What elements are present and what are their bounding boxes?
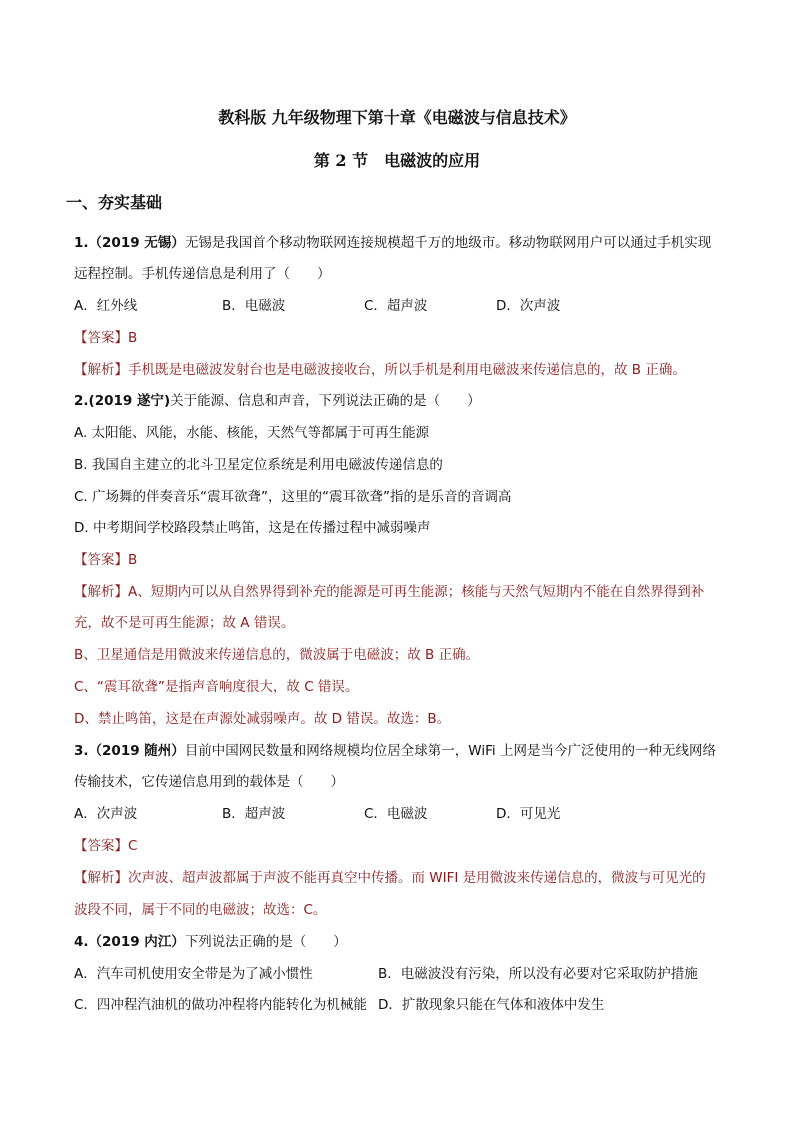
q2-analysis-line4: C、“震耳欲聋”是指声音响度很大，故 C 错误。 <box>74 679 359 695</box>
q4-stem <box>74 930 734 950</box>
q4-stem-text: 下列说法正确的是（ ） <box>184 934 347 950</box>
q3-stem-text1: 目前中国网民数量和网络规模均位居全球第一，WiFi 上网是当今广泛使用的一种无线网络 <box>184 743 716 759</box>
section-subtitle: 第 2 节 电磁波的应用 <box>313 151 481 170</box>
q2-analysis-line3: B、卫星通信是用微波来传递信息的，微波属于电磁波；故 B 正确。 <box>74 647 480 663</box>
q1-option-c: C．超声波 <box>364 298 428 314</box>
document-title: 教科版 九年级物理下第十章《电磁波与信息技术》 <box>218 108 576 127</box>
q4-option-b: B．电磁波没有污染，所以没有必要对它采取防护措施 <box>378 966 698 982</box>
q2-analysis-label: 【解析】 <box>74 584 128 600</box>
q3-number: 3 <box>74 743 84 759</box>
q2-answer-value: B <box>128 552 138 568</box>
q2-source-tag: .(2019 遂宁) <box>83 393 171 409</box>
q1-option-b: B．电磁波 <box>222 298 286 314</box>
q1-answer <box>74 326 734 346</box>
q2-number: 2 <box>74 393 84 409</box>
q1-option-a: A．红外线 <box>74 298 138 314</box>
q3-option-c: C．电磁波 <box>364 806 428 822</box>
q2-analysis-line2: 充，故不是可再生能源；故 A 错误。 <box>74 615 295 631</box>
q2-option-a: A. 太阳能、风能，水能、核能，天然气等都属于可再生能源 <box>74 425 430 441</box>
q2-stem-text: 关于能源、信息和声音，下列说法正确的是（ ） <box>170 393 481 409</box>
q4-number: 4 <box>74 934 84 950</box>
q4-option-c: C．四冲程汽油机的做功冲程将内能转化为机械能 <box>74 997 367 1013</box>
q1-stem-line1 <box>74 231 734 251</box>
q3-option-b: B．超声波 <box>222 806 286 822</box>
q1-analysis-text: 手机既是电磁波发射台也是电磁波接收台，所以手机是利用电磁波来传递信息的，故 B 正确。 <box>128 362 686 378</box>
q3-option-d: D．可见光 <box>496 806 561 822</box>
q4-source-tag: .（2019 内江） <box>83 934 185 950</box>
q3-stem-line2: 传输技术，它传递信息用到的载体是（ ） <box>74 774 344 790</box>
q3-analysis-label: 【解析】 <box>74 870 128 886</box>
q1-answer-label: 【答案】 <box>74 330 128 346</box>
q3-answer-value: C <box>128 838 138 854</box>
q3-answer <box>74 834 734 854</box>
q1-answer-value: B <box>128 330 138 346</box>
q2-analysis-line1 <box>74 580 734 600</box>
q3-option-a: A．次声波 <box>74 806 138 822</box>
section-heading: 一、夯实基础 <box>66 193 163 212</box>
q4-option-d: D．扩散现象只能在气体和液体中发生 <box>378 997 605 1013</box>
q3-analysis-text1: 次声波、超声波都属于声波不能再真空中传播。而 WIFI 是用微波来传递信息的，微波与可见光的 <box>128 870 706 886</box>
q1-analysis-label: 【解析】 <box>74 362 128 378</box>
q2-answer-label: 【答案】 <box>74 552 128 568</box>
q2-answer <box>74 548 734 568</box>
q3-analysis-line1 <box>74 866 734 886</box>
q3-analysis-line2: 波段不同，属于不同的电磁波；故选：C。 <box>74 902 327 918</box>
q3-answer-label: 【答案】 <box>74 838 128 854</box>
q1-source-tag: .（2019 无锡） <box>83 235 185 251</box>
q1-option-d: D．次声波 <box>496 298 561 314</box>
q3-source-tag: .（2019 随州） <box>83 743 185 759</box>
q2-analysis-text1: A、短期内可以从自然界得到补充的能源是可再生能源；核能与天然气短期内不能在自然界得到补 <box>128 584 705 600</box>
q1-stem-line2: 远程控制。手机传递信息是利用了（ ） <box>74 266 331 282</box>
q2-stem <box>74 389 734 409</box>
q1-stem-text1: 无锡是我国首个移动物联网连接规模超千万的地级市。移动物联网用户可以通过手机实现 <box>184 235 712 251</box>
q4-option-a: A．汽车司机使用安全带是为了减小惯性 <box>74 966 313 982</box>
q1-analysis <box>74 358 734 378</box>
q2-option-c: C. 广场舞的伴奏音乐“震耳欲聋”，这里的“震耳欲聋”指的是乐音的音调高 <box>74 489 512 505</box>
q2-analysis-line5: D、禁止鸣笛，这是在声源处减弱噪声。故 D 错误。故选：B。 <box>74 711 451 727</box>
q2-option-d: D. 中考期间学校路段禁止鸣笛，这是在传播过程中减弱噪声 <box>74 520 431 536</box>
q2-option-b: B. 我国自主建立的北斗卫星定位系统是利用电磁波传递信息的 <box>74 457 443 473</box>
q3-stem-line1 <box>74 739 734 759</box>
q1-number: 1 <box>74 235 84 251</box>
